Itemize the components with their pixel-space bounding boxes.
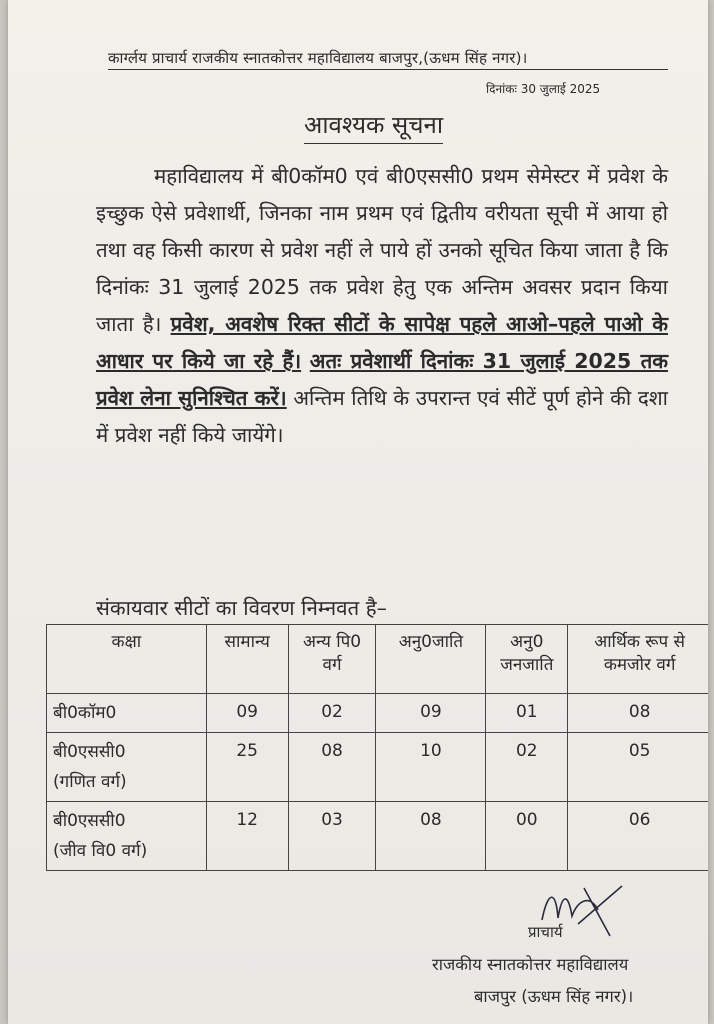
seat-cell: 08 — [288, 733, 376, 802]
seat-cell: 09 — [376, 694, 486, 733]
notice-body — [96, 158, 668, 454]
class-cell — [47, 802, 207, 871]
office-header: कार्ग्लय प्राचार्य राजकीय स्नातकोत्तर महाविद्यालय बाजपुर,(ऊधम सिंह नगर)। — [108, 48, 668, 70]
header-obc: अन्य पि0 वर्ग — [288, 625, 376, 694]
seat-cell: 02 — [288, 694, 376, 733]
table-header-row — [47, 625, 709, 694]
seat-cell: 03 — [288, 802, 376, 871]
signature-designation: प्राचार्य — [528, 923, 563, 941]
notice-title: आवश्यक सूचना — [304, 108, 443, 144]
seat-cell: 12 — [206, 802, 288, 871]
body-bold-first-come: प्रवेश, अवशेष रिक्त सीटों के सापेक्ष पहले आओ–पहले पाओ के आधार पर किये जा रहे हैं। — [96, 312, 669, 373]
table-row — [47, 694, 709, 733]
header-sc: अनु0जाति — [376, 625, 486, 694]
seat-cell: 08 — [376, 802, 486, 871]
header-general: सामान्य — [206, 625, 288, 694]
seat-cell: 10 — [376, 733, 486, 802]
seat-cell: 08 — [568, 694, 708, 733]
table-row — [47, 733, 709, 802]
signature-place: बाजपुर (ऊधम सिंह नगर)। — [474, 987, 634, 1006]
notice-date: दिनांकः 30 जुलाई 2025 — [486, 82, 601, 96]
body-bold-deadline: अतः प्रवेशार्थी दिनांकः 31 जुलाई 2025 तक प्रवेश लेना सुनिश्चित करें। — [96, 349, 668, 410]
table-row — [47, 802, 709, 871]
class-cell — [47, 694, 207, 733]
class-name: बी0कॉम0 — [53, 703, 117, 723]
seat-details-lead: संकायवार सीटों का विवरण निम्नवत है– — [96, 596, 387, 620]
header-st: अनु0 जनजाति — [486, 625, 568, 694]
class-stream: (गणित वर्ग) — [53, 772, 127, 792]
class-name: बी0एससी0 — [53, 811, 126, 831]
signature-college: राजकीय स्नातकोत्तर महाविद्यालय — [432, 955, 629, 974]
seat-cell: 00 — [486, 802, 568, 871]
class-stream: (जीव वि0 वर्ग) — [53, 841, 148, 861]
notice-page — [8, 0, 708, 1024]
body-closing-paragraph: अन्तिम तिथि के उपरान्त एवं सीटें पूर्ण होने की दशा में प्रवेश नहीं किये जायेंगे। — [96, 386, 668, 447]
header-ews: आर्थिक रूप से कमजोर वर्ग — [568, 625, 708, 694]
seat-cell: 05 — [568, 733, 708, 802]
seat-cell: 01 — [486, 694, 568, 733]
seat-table — [46, 624, 708, 871]
seat-cell: 09 — [206, 694, 288, 733]
class-name: बी0एससी0 — [53, 742, 126, 762]
seat-cell: 02 — [486, 733, 568, 802]
class-cell — [47, 733, 207, 802]
seat-cell: 06 — [568, 802, 708, 871]
seat-cell: 25 — [206, 733, 288, 802]
body-paragraph: महाविद्यालय में बी0कॉम0 एवं बी0एससी0 प्रथम सेमेस्टर में प्रवेश के इच्छुक ऐसे प्रवेशार्थी, जिनका नाम प्रथम एवं द्वितीय वरीयता सूची में आया हो तथा वह किसी कारण से प्रवेश नहीं ले पाये हों उनको सूचित किया जाता है कि दिनांकः 31 जुलाई 2025 तक प्रवेश हेतु एक अन्तिम अवसर प्रदान किया जाता है। — [96, 164, 668, 336]
header-class: कक्षा — [47, 625, 207, 694]
